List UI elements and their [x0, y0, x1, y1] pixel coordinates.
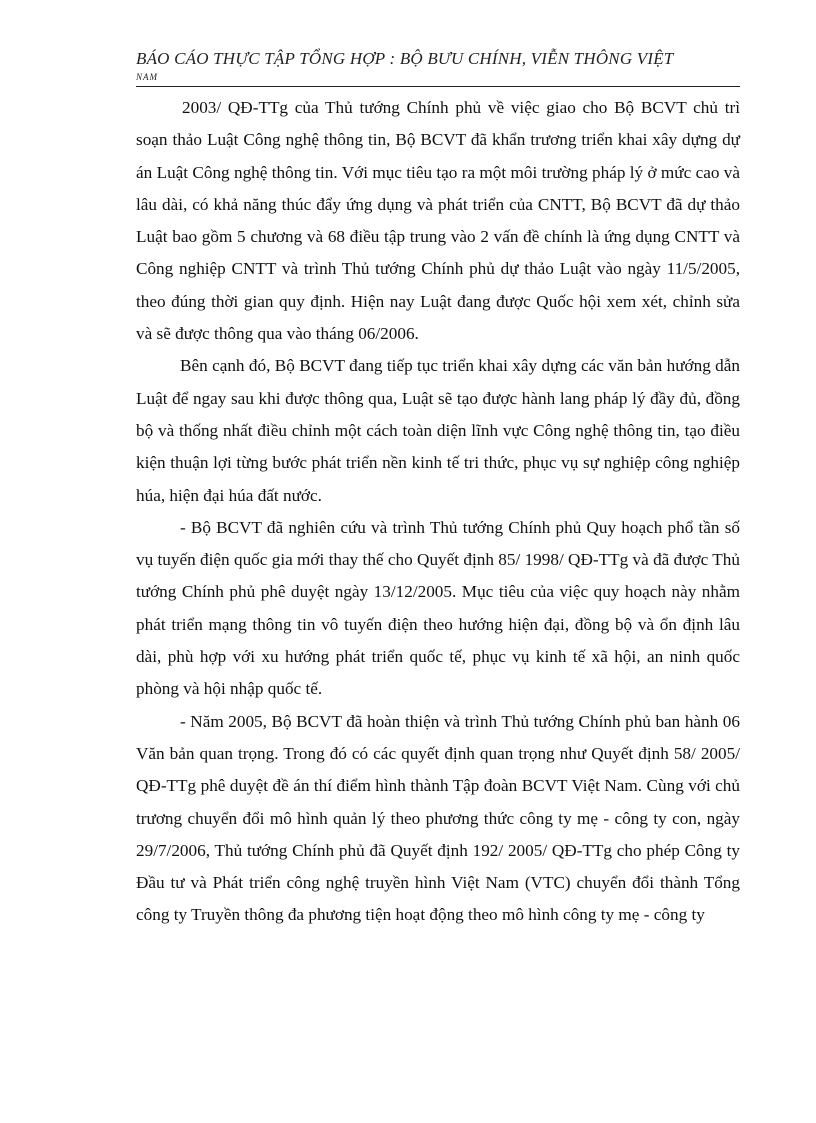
page-header — [136, 46, 740, 87]
paragraph-2: Bên cạnh đó, Bộ BCVT đang tiếp tục triển khai xây dựng các văn bản hướng dẫn Luật để ngay sau khi được thông qua, Luật sẽ tạo được hành lang pháp lý đầy đủ, đồng bộ và thống nhất điều chỉnh một cách toàn diện lĩnh vực Công nghệ thông tin, tạo điều kiện thuận lợi từng bước phát triển nền kinh tế tri thức, phục vụ sự nghiệp công nghiệp húa, hiện đại húa đất nước. — [136, 356, 740, 505]
paragraph-4: - Năm 2005, Bộ BCVT đã hoàn thiện và trình Thủ tướng Chính phủ ban hành 06 Văn bản quan trọng. Trong đó có các quyết định quan trọng như Quyết định 58/ 2005/ QĐ-TTg phê duyệt đề án thí điểm hình thành Tập đoàn BCVT Việt Nam. Cùng với chủ trương chuyển đổi mô hình quản lý theo phương thức công ty mẹ - công ty con, ngày 29/7/2006, Thủ tướng Chính phủ đã Quyết định 192/ 2005/ QĐ-TTg cho phép Công ty Đầu tư và Phát triển công nghệ truyền hình Việt Nam (VTC) chuyển đổi thành Tổng công ty Truyền thông đa phương tiện hoạt động theo mô hình công ty mẹ - công ty — [136, 711, 740, 925]
document-body — [136, 92, 740, 932]
paragraph-3: - Bộ BCVT đã nghiên cứu và trình Thủ tướng Chính phủ Quy hoạch phổ tần số vụ tuyến điện quốc gia mới thay thế cho Quyết định 85/ 1998/ QĐ-TTg và đã được Thủ tướng Chính phủ phê duyệt ngày 13/12/2005. Mục tiêu của việc quy hoạch này nhằm phát triển mạng thông tin vô tuyến điện theo hướng hiện đại, đồng bộ và ổn định lâu dài, phù hợp với xu hướng phát triển quốc tế, phục vụ kinh tế xã hội, an ninh quốc phòng và hội nhập quốc tế. — [136, 517, 740, 699]
header-title: BÁO CÁO THỰC TẬP TỔNG HỢP : BỘ BƯU CHÍNH, VIỄN THÔNG VIỆT — [136, 49, 674, 68]
header-title-continuation: NAM — [136, 72, 158, 82]
paragraph-1: 2003/ QĐ-TTg của Thủ tướng Chính phủ về việc giao cho Bộ BCVT chủ trì soạn thảo Luật Công nghệ thông tin, Bộ BCVT đã khẩn trương triển khai xây dựng dự án Luật Công nghệ thông tin. Với mục tiêu tạo ra một môi trường pháp lý ở mức cao và lâu dài, có khả năng thúc đẩy ứng dụng và phát triển của CNTT, Bộ BCVT đã dự thảo Luật bao gồm 5 chương và 68 điều tập trung vào 2 vấn đề chính là ứng dụng CNTT và Công nghiệp CNTT và trình Thủ tướng Chính phủ dự thảo Luật vào ngày 11/5/2005, theo đúng thời gian quy định. Hiện nay Luật đang được Quốc hội xem xét, chỉnh sửa và sẽ được thông qua vào tháng 06/2006. — [136, 98, 740, 344]
